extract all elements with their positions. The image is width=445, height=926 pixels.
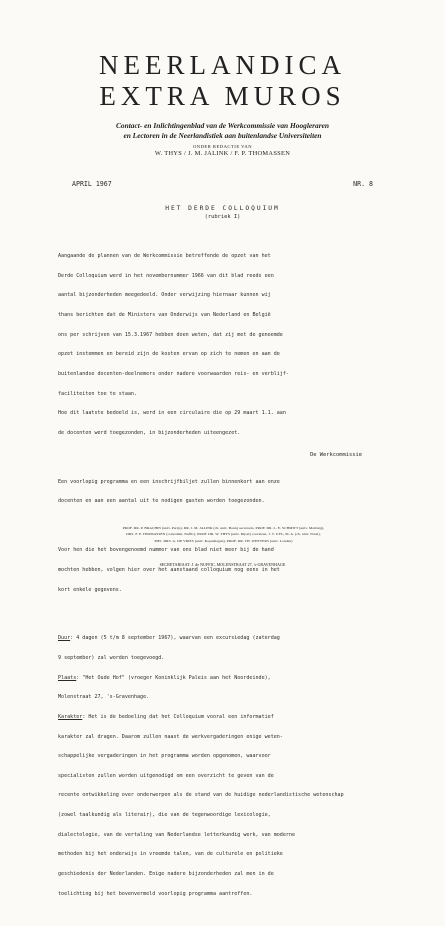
text-line: ons per schrijven van 15.3.1967 hebben doen weten, dat zij met de genoemde — [58, 331, 283, 338]
footer-board — [76, 525, 371, 544]
text-line: (zowel taalkundig als literair), die van de tegenwoordige lexicologie, — [58, 812, 271, 819]
dateline — [72, 180, 373, 190]
title-line-2: EXTRA MUROS — [99, 81, 346, 111]
text-line: aantal bijzonderheden meegedeeld. Onder verwijzing hiernaar kunnen wij — [58, 292, 271, 299]
text-line: Een voorlopig programma en een inschrijfbiljet zullen binnenkort aan onze — [58, 478, 280, 485]
signature: De Werkcommissie — [310, 452, 362, 458]
plaats-label: Plaats — [58, 674, 77, 681]
article-rubric: (rubriek I) — [204, 214, 241, 220]
secretariaat: SECRETARIAAT: J. de NUFFIC, MOLENSTRAAT 27, 's-GRAVENHAGE — [159, 562, 286, 567]
karakter-text: : Het is de bedoeling dat het Colloquium vooral een informatief — [82, 713, 274, 720]
text-line: thans berichten dat de Ministers van Onderwijs van Nederland en België — [58, 312, 271, 319]
text-line: faciliteiten toe te staan. — [58, 390, 138, 397]
text-line: mochten hebben, volgen hier over het aanstaand colloquium nog eens in het — [58, 566, 280, 573]
text-line: docenten en aan een aantal uit te nodigen gasten worden toegezonden. — [58, 498, 265, 505]
karakter-label: Karakter — [58, 713, 83, 720]
text-line: Voor hen die het bovengenoemd nummer van ons blad niet meer bij de hand — [58, 547, 274, 554]
issue-date: APRIL 1967 — [72, 180, 112, 188]
paragraph-2 — [58, 466, 363, 518]
article-body — [58, 227, 363, 926]
footer-line: PROF. DR. P. BRACHIN (univ. Parijs), DR. J. M. JALINK (ch. univ. Bonn) secretaris, PROF. DR. L. E. SCHMITT (univ. Marburg), — [122, 526, 325, 530]
text-line: opzet instemmen en bereid zijn de kosten ervan op zich te nemen en aan de — [58, 351, 280, 358]
issue-number: NR. 8 — [353, 180, 373, 188]
duur-text: : 4 dagen (5 t/m 8 september 1967), waarvan een excursiedag (zaterdag — [70, 635, 280, 642]
footer-line: DRS. F. P. THOMASSEN (rotterdam, Nuffic), PROF. DR. W. THYS (univ. Rijsel) voorzitter, J. T. UYL, M. A. (ch. univ. Natal), — [126, 532, 321, 537]
text-line: Molenstraat 27, 's-Gravenhage. — [58, 694, 150, 701]
paragraph-3 — [58, 534, 363, 606]
text-line: geschiedenis der Nederlanden. Enige nadere bijzonderheden zal men in de — [58, 871, 274, 878]
text-line: de docenten werd toegezonden, in bijzonderheden uiteengezet. — [58, 429, 241, 436]
text-line: methoden bij het onderwijs in vreemde talen, van de culturele en politieke — [58, 851, 283, 858]
text-line: karakter zal dragen. Daarom zullen naast de werkvergaderingen enige weten- — [58, 733, 283, 740]
footer-line: MEJ. DRS. G. DE VRIES (univ. Kopenhagen), PROF. DR. TH. WEEVERS (univ. Londen) — [154, 538, 293, 543]
text-line: Hoe dit laatste bedoeld is, werd in een circulaire die op 29 maart 1.1. aan — [58, 410, 286, 417]
duur-label: Duur — [58, 635, 71, 642]
duur-line — [58, 635, 363, 642]
paragraph-1 — [58, 240, 363, 450]
text-line: schappelijke vergaderingen in het programma worden opgenomen, waarvoor — [58, 753, 271, 760]
paragraph-duur — [58, 622, 363, 910]
text-line: Derde Colloquium werd in het novembernummer 1966 van dit blad reeds een — [58, 272, 274, 279]
text-line: dialectologie, van de vertaling van Nederlandse letterkundig werk, van moderne — [58, 831, 296, 838]
plaats-text: : "Het Oude Hof" (vroeger Koninklijk Paleis aan het Noordeinde), — [76, 674, 271, 681]
text-line: recente ontwikkeling over onderwerpen als de stand van de huidige nederlandistische wetenschap — [58, 792, 344, 799]
editors-label: ONDER REDACTIE VAN — [192, 144, 253, 149]
article-title: HET DERDE COLLOQUIUM — [165, 205, 280, 212]
text-line: buitenlandse docenten-deelnemers onder nadere voorwaarden reis- en verblijf- — [58, 371, 289, 378]
subtitle-line-2: en Lectoren in de Neerlandistiek aan buitenlandse Universiteiten — [123, 131, 322, 140]
text-line: 9 september) zal worden toegevoegd. — [58, 655, 165, 661]
plaats-line — [58, 675, 363, 682]
masthead — [0, 50, 445, 157]
title-line-1: NEERLANDICA — [99, 50, 346, 80]
text-line: toelichting bij het bovenvermeld voorlopig programma aantreffen. — [58, 890, 253, 897]
text-line: Aangaande de plannen van de Werkcommissie betreffende de opzet van het — [58, 253, 271, 260]
text-line: kort enkele gegevens. — [58, 586, 122, 593]
subtitle-line-1: Contact- en Inlichtingenblad van de Werkcommissie van Hoogleraren — [115, 121, 330, 130]
text-line: specialisten zullen worden uitgenodigd om een overzicht te geven van de — [58, 772, 274, 779]
editors: W. THYS / J. M. JALINK / F. P. THOMASSEN — [154, 150, 291, 157]
karakter-line — [58, 714, 363, 721]
